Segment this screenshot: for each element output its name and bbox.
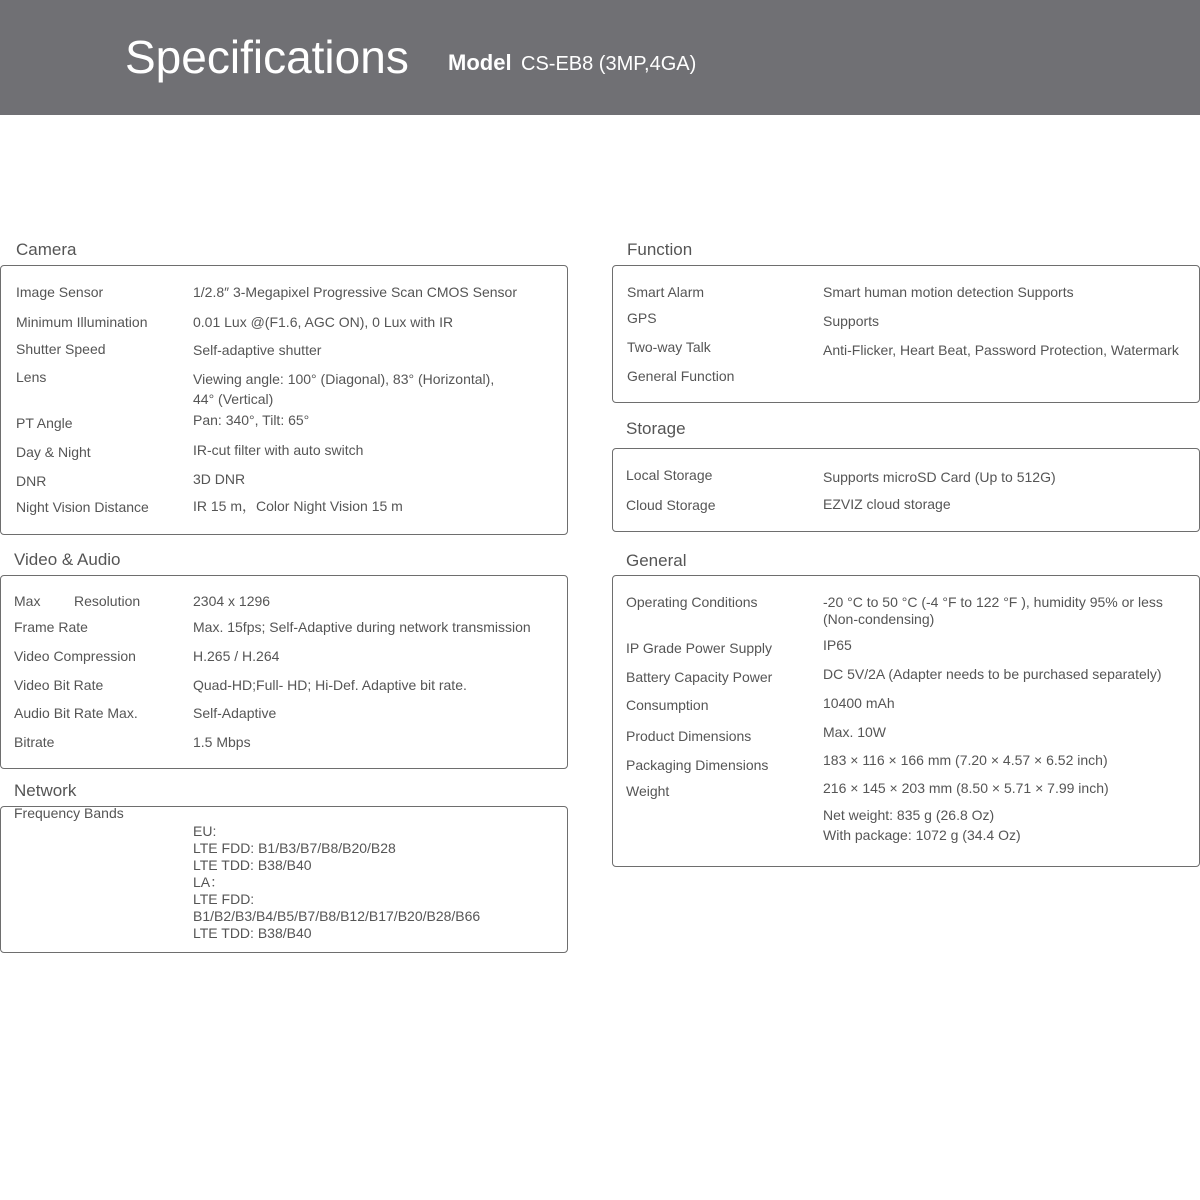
spec-label: Max xyxy=(14,593,41,609)
spec-value: LTE TDD: B38/B40 xyxy=(193,857,312,873)
spec-label: Night Vision Distance xyxy=(16,499,149,515)
spec-value: Self-adaptive shutter xyxy=(193,342,322,358)
spec-value: LTE TDD: B38/B40 xyxy=(193,925,312,941)
spec-label: Video Bit Rate xyxy=(14,677,104,693)
spec-value: 216 × 145 × 203 mm (8.50 × 5.71 × 7.99 inch) xyxy=(823,780,1109,796)
spec-value: LA： xyxy=(193,874,225,890)
spec-label: Operating Conditions xyxy=(626,594,758,610)
section-title-network: Network xyxy=(14,781,77,800)
spec-value: IR 15 m，Color Night Vision 15 m xyxy=(193,498,403,514)
spec-value: Smart human motion detection Supports xyxy=(823,284,1074,300)
section-title-storage: Storage xyxy=(626,419,686,438)
spec-label: Resolution xyxy=(74,593,141,609)
spec-label: PT Angle xyxy=(16,415,73,431)
model-label: Model xyxy=(448,50,512,75)
spec-value: B1/B2/B3/B4/B5/B7/B8/B12/B17/B20/B28/B66 xyxy=(193,908,481,924)
spec-label: GPS xyxy=(627,310,657,326)
spec-label: Audio Bit Rate Max. xyxy=(14,705,138,721)
section-title-video-audio: Video & Audio xyxy=(14,550,121,569)
page-header xyxy=(0,0,1200,115)
spec-value: 2304 x 1296 xyxy=(193,593,271,609)
spec-value: 0.01 Lux @(F1.6, AGC ON), 0 Lux with IR xyxy=(193,314,454,330)
spec-value: 44° (Vertical) xyxy=(193,391,274,407)
spec-value: 10400 mAh xyxy=(823,695,895,711)
spec-label: Weight xyxy=(626,783,670,799)
spec-value: Max. 15fps; Self-Adaptive during network transmission xyxy=(193,619,531,635)
spec-label: Shutter Speed xyxy=(16,341,106,357)
spec-value: EZVIZ cloud storage xyxy=(823,496,951,512)
spec-value: H.265 / H.264 xyxy=(193,648,280,664)
spec-value: LTE FDD: xyxy=(193,891,255,907)
spec-value: -20 °C to 50 °C (-4 °F to 122 °F ), humidity 95% or less xyxy=(823,594,1163,610)
model-value: CS-EB8 (3MP,4GA) xyxy=(521,53,697,75)
spec-label: IP Grade Power Supply xyxy=(626,640,773,656)
spec-value: Supports xyxy=(823,313,880,329)
spec-label: Image Sensor xyxy=(16,284,104,300)
spec-value: IP65 xyxy=(823,637,852,653)
spec-value: IR-cut filter with auto switch xyxy=(193,442,364,458)
spec-value: Net weight: 835 g (26.8 Oz) xyxy=(823,807,995,823)
spec-label: Minimum Illumination xyxy=(16,314,148,330)
spec-value: Pan: 340°, Tilt: 65° xyxy=(193,412,310,428)
spec-value: With package: 1072 g (34.4 Oz) xyxy=(823,827,1021,843)
spec-value: LTE FDD: B1/B3/B7/B8/B20/B28 xyxy=(193,840,396,856)
spec-value: EU: xyxy=(193,823,217,839)
spec-value: Max. 10W xyxy=(823,724,887,740)
section-title-general: General xyxy=(626,551,687,570)
camera-spec-box xyxy=(0,265,568,535)
spec-value: Viewing angle: 100° (Diagonal), 83° (Horizontal), xyxy=(193,371,495,387)
spec-value: Supports microSD Card (Up to 512G) xyxy=(823,469,1056,485)
spec-value: (Non-condensing) xyxy=(823,611,935,627)
spec-value: Anti-Flicker, Heart Beat, Password Protection, Watermark xyxy=(823,342,1179,358)
spec-value: 1.5 Mbps xyxy=(193,734,251,750)
spec-label: Bitrate xyxy=(14,734,55,750)
spec-label: Smart Alarm xyxy=(627,284,705,300)
spec-label: Packaging Dimensions xyxy=(626,757,769,773)
spec-label: Consumption xyxy=(626,697,709,713)
spec-label: DNR xyxy=(16,473,47,489)
spec-value: Self-Adaptive xyxy=(193,705,277,721)
section-title-function: Function xyxy=(627,240,693,259)
spec-label: Two-way Talk xyxy=(627,339,711,355)
spec-label: Local Storage xyxy=(626,467,713,483)
spec-label: Product Dimensions xyxy=(626,728,752,744)
spec-label: Video Compression xyxy=(14,648,136,664)
spec-value: DC 5V/2A (Adapter needs to be purchased separately) xyxy=(823,666,1162,682)
storage-spec-box xyxy=(612,448,1200,532)
spec-value: 1/2.8″ 3-Megapixel Progressive Scan CMOS Sensor xyxy=(193,284,517,300)
spec-label: Lens xyxy=(16,369,47,385)
spec-value: Quad-HD;Full- HD; Hi-Def. Adaptive bit rate. xyxy=(193,677,467,693)
section-title-camera: Camera xyxy=(16,240,77,259)
spec-label: Day & Night xyxy=(16,444,91,460)
spec-label: Frame Rate xyxy=(14,619,88,635)
spec-label: General Function xyxy=(627,368,735,384)
spec-label: Battery Capacity Power xyxy=(626,669,773,685)
spec-label: Frequency Bands xyxy=(14,805,124,821)
page-title: Specifications xyxy=(125,31,409,83)
spec-value: 3D DNR xyxy=(193,471,246,487)
spec-label: Cloud Storage xyxy=(626,497,716,513)
spec-value: 183 × 116 × 166 mm (7.20 × 4.57 × 6.52 inch) xyxy=(823,752,1108,768)
